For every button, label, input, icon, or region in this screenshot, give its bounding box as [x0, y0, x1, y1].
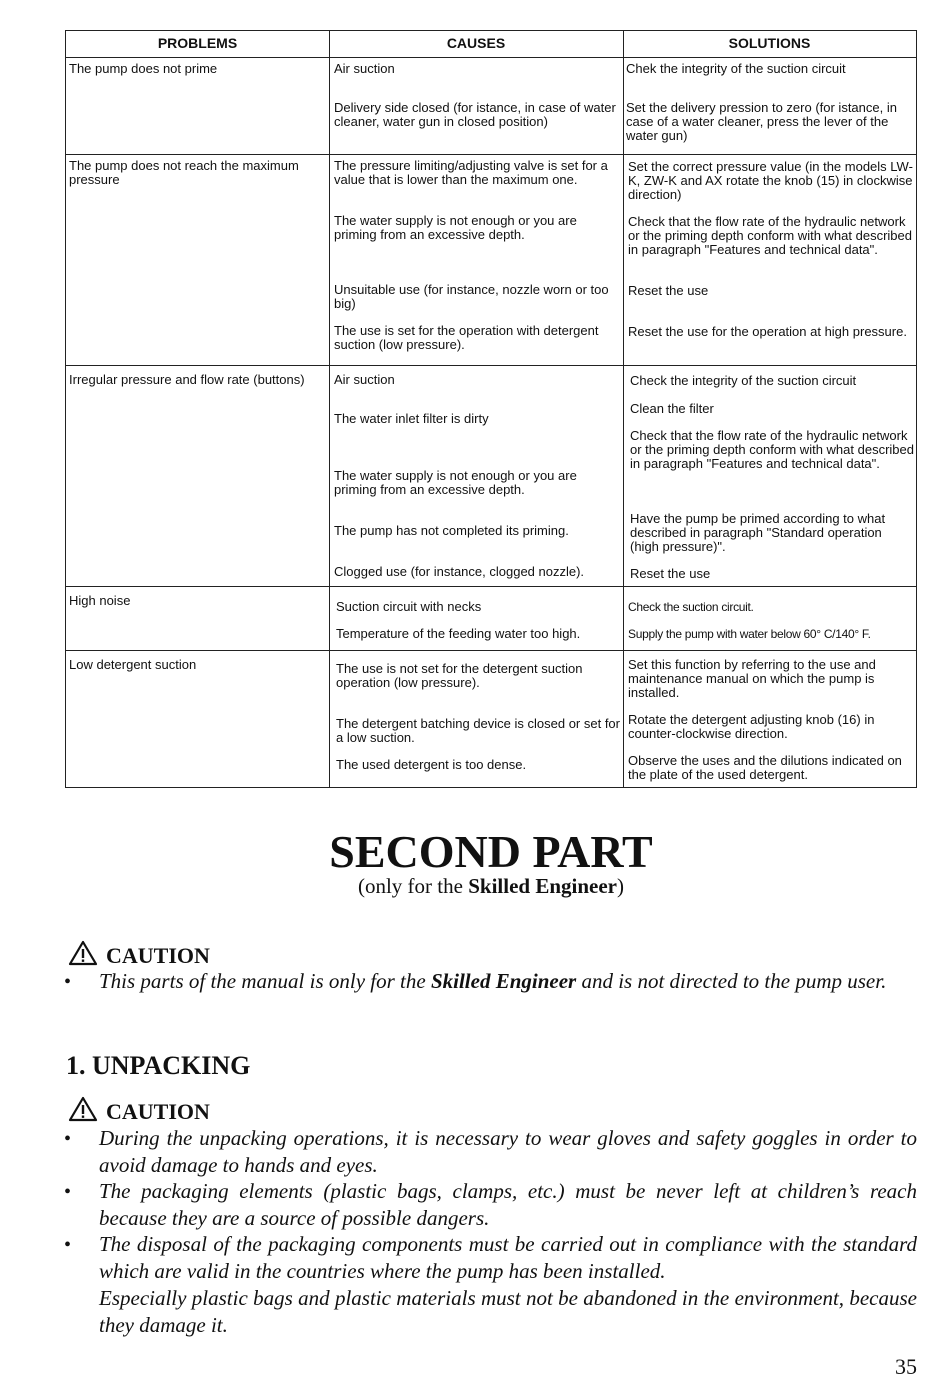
unpacking-bullet: The disposal of the packaging components must be carried out in compliance with the standard which are valid in the countries where the pump has been installed.: [99, 1232, 917, 1283]
caution-heading: [68, 940, 210, 969]
unpacking-continuation: Especially plastic bags and plastic materials must not be abandoned in the environment, because they damage it.: [99, 1286, 917, 1337]
header-divider: [66, 57, 916, 58]
second-part-subtitle: [0, 873, 950, 899]
column-divider: [623, 31, 624, 787]
caution-label: CAUTION: [106, 943, 210, 968]
solution-cell: Set this function by referring to the use and maintenance manual on which the pump is installed.: [628, 657, 876, 700]
warning-triangle-icon: [68, 1096, 98, 1122]
cause-cell: Air suction: [334, 61, 395, 76]
subtitle-text: ): [617, 874, 624, 898]
cause-cell: The pressure limiting/adjusting valve is set for a value that is lower than the maximum one.: [334, 158, 608, 187]
problem-cell: Irregular pressure and flow rate (buttons): [69, 372, 305, 387]
column-divider: [329, 31, 330, 787]
second-part-title: SECOND PART: [329, 826, 653, 877]
solution-cell: Observe the uses and the dilutions indicated on the plate of the used detergent.: [628, 753, 902, 782]
cause-cell: Temperature of the feeding water too high.: [336, 626, 581, 641]
bullet-bold: Skilled Engineer: [430, 969, 577, 993]
caution-heading: [68, 1096, 210, 1125]
cause-cell: The use is not set for the detergent suction operation (low pressure).: [336, 661, 583, 690]
caution-bullet-text: [99, 968, 917, 995]
solution-cell: Supply the pump with water below 60° C/140° F.: [628, 627, 871, 641]
problem-cell: High noise: [69, 593, 131, 608]
cause-cell: Clogged use (for instance, clogged nozzle).: [334, 564, 585, 579]
solution-cell: Check that the flow rate of the hydraulic network or the priming depth conform with what described in paragraph "Features and technical data".: [628, 214, 912, 257]
section-heading: 1. UNPACKING: [66, 1051, 251, 1080]
cause-cell: Suction circuit with necks: [336, 599, 482, 614]
solution-cell: Chek the integrity of the suction circuit: [626, 61, 846, 76]
row-divider: [66, 650, 916, 651]
cause-cell: Air suction: [334, 372, 395, 387]
bullet-dot: •: [64, 1234, 72, 1256]
cause-cell: The used detergent is too dense.: [336, 757, 527, 772]
solution-cell: Have the pump be primed according to what described in paragraph "Standard operation (high pressure)".: [630, 511, 886, 554]
header-solutions: SOLUTIONS: [728, 35, 811, 51]
cause-cell: Delivery side closed (for istance, in case of water cleaner, water gun in closed position): [334, 100, 616, 129]
troubleshooting-table: [65, 30, 917, 788]
solution-cell: Check the suction circuit.: [628, 600, 754, 614]
problem-cell: The pump does not reach the maximum pressure: [69, 158, 299, 187]
page-number: 35: [895, 1354, 917, 1379]
bullet-dot: •: [64, 1128, 72, 1150]
cause-cell: The water supply is not enough or you are priming from an excessive depth.: [334, 468, 577, 497]
unpacking-bullet: The packaging elements (plastic bags, clamps, etc.) must be never left at children’s reach because they are a source of possible dangers.: [99, 1179, 917, 1230]
cause-cell: Unsuitable use (for instance, nozzle worn or too big): [334, 282, 609, 311]
cause-cell: The water supply is not enough or you are priming from an excessive depth.: [334, 213, 577, 242]
solution-cell: Check that the flow rate of the hydraulic network or the priming depth conform with what described in paragraph "Features and technical data".: [630, 428, 914, 471]
solution-cell: Reset the use for the operation at high pressure.: [628, 324, 907, 339]
row-divider: [66, 586, 916, 587]
cause-cell: The water inlet filter is dirty: [334, 411, 489, 426]
unpacking-bullet: During the unpacking operations, it is necessary to wear gloves and safety goggles in order to avoid damage to hands and eyes.: [99, 1126, 917, 1177]
bullet-dot: •: [64, 1181, 72, 1203]
header-causes: CAUSES: [446, 35, 506, 51]
row-divider: [66, 154, 916, 155]
solution-cell: Clean the filter: [630, 401, 714, 416]
bullet-dot: •: [64, 971, 72, 993]
subtitle-text: (only for the: [357, 874, 469, 898]
cause-cell: The pump has not completed its priming.: [334, 523, 569, 538]
problem-cell: Low detergent suction: [69, 657, 197, 672]
solution-cell: Check the integrity of the suction circuit: [630, 373, 857, 388]
caution-label: CAUTION: [106, 1099, 210, 1124]
problem-cell: The pump does not prime: [69, 61, 218, 76]
warning-triangle-icon: [68, 940, 98, 966]
row-divider: [66, 365, 916, 366]
solution-cell: Reset the use: [628, 283, 709, 298]
solution-cell: Reset the use: [630, 566, 711, 581]
header-problems: PROBLEMS: [157, 35, 238, 51]
bullet-text: and is not directed to the pump user.: [576, 969, 887, 993]
bullet-text: This parts of the manual is only for the: [99, 969, 431, 993]
cause-cell: The use is set for the operation with detergent suction (low pressure).: [334, 323, 599, 352]
solution-cell: Rotate the detergent adjusting knob (16) in counter-clockwise direction.: [628, 712, 875, 741]
subtitle-bold: Skilled Engineer: [468, 874, 617, 898]
cause-cell: The detergent batching device is closed or set for a low suction.: [336, 716, 620, 745]
solution-cell: Set the delivery pression to zero (for istance, in case of a water cleaner, press the lever of the water gun): [626, 100, 897, 143]
solution-cell: Set the correct pressure value (in the models LW-K, ZW-K and AX rotate the knob (15) in clockwise direction): [628, 159, 913, 202]
